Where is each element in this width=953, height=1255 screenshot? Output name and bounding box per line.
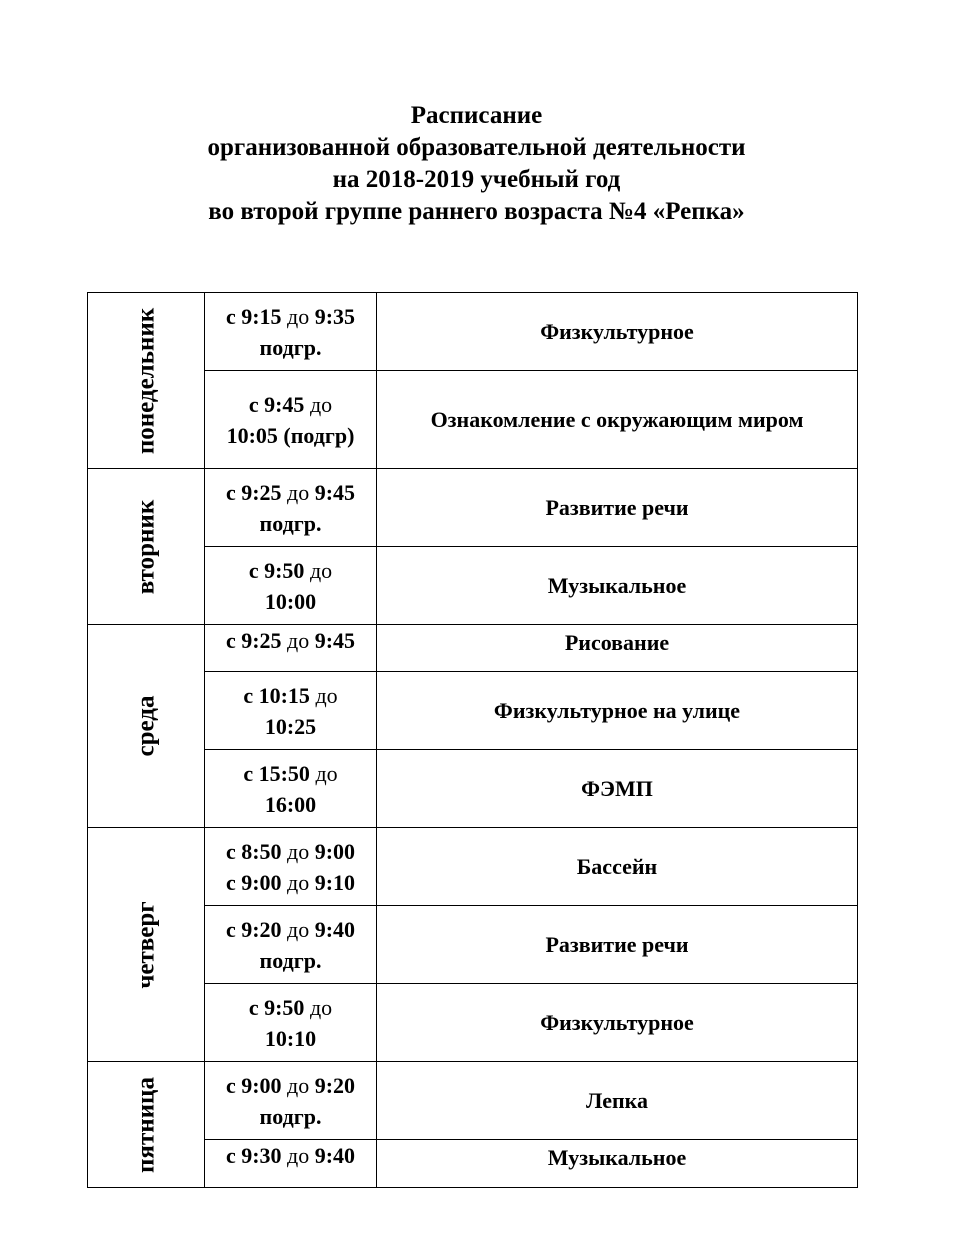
day-label-thursday: четверг — [132, 900, 160, 989]
time-cell: с 10:15 до 10:25 — [205, 672, 377, 750]
time-cell: с 8:50 до 9:00 с 9:00 до 9:10 — [205, 828, 377, 906]
activity-cell: Физкультурное — [377, 984, 858, 1062]
table-row — [88, 293, 858, 371]
time-cell: с 9:25 до 9:45 подгр. — [205, 469, 377, 547]
day-label-tuesday: вторник — [132, 499, 160, 594]
day-cell-wednesday — [88, 625, 205, 828]
time-cell: с 9:45 до 10:05 (подгр) — [205, 371, 377, 469]
table-row — [88, 1062, 858, 1140]
time-cell: с 9:25 до 9:45 — [205, 625, 377, 672]
activity-cell: Музыкальное — [377, 1140, 858, 1188]
time-cell: с 9:00 до 9:20 подгр. — [205, 1062, 377, 1140]
activity-cell: Музыкальное — [377, 547, 858, 625]
activity-cell: Развитие речи — [377, 906, 858, 984]
title-line-1: Расписание — [410, 102, 543, 129]
time-cell: с 15:50 до 16:00 — [205, 750, 377, 828]
activity-cell: Физкультурное — [377, 293, 858, 371]
activity-cell: ФЭМП — [377, 750, 858, 828]
title-line-3: на 2018-2019 учебный год — [332, 166, 621, 193]
day-label-friday: пятница — [132, 1076, 160, 1173]
activity-cell: Ознакомление с окружающим миром — [377, 371, 858, 469]
table-row — [88, 625, 858, 672]
activity-cell: Бассейн — [377, 828, 858, 906]
day-label-monday: понедельник — [132, 307, 160, 454]
day-cell-friday — [88, 1062, 205, 1188]
activity-cell: Физкультурное на улице — [377, 672, 858, 750]
time-cell: с 9:50 до 10:10 — [205, 984, 377, 1062]
day-cell-tuesday — [88, 469, 205, 625]
table-row — [88, 469, 858, 547]
activity-cell: Развитие речи — [377, 469, 858, 547]
day-cell-thursday — [88, 828, 205, 1062]
time-cell: с 9:20 до 9:40 подгр. — [205, 906, 377, 984]
time-cell: с 9:50 до 10:00 — [205, 547, 377, 625]
table-row — [88, 828, 858, 906]
schedule-table — [87, 292, 858, 1188]
time-cell: с 9:15 до 9:35 подгр. — [205, 293, 377, 371]
day-cell-monday — [88, 293, 205, 469]
schedule-title — [0, 100, 953, 228]
title-line-2: организованной образовательной деятельности — [207, 134, 746, 161]
activity-cell: Лепка — [377, 1062, 858, 1140]
day-label-wednesday: среда — [132, 695, 160, 757]
activity-cell: Рисование — [377, 625, 858, 672]
time-cell: с 9:30 до 9:40 — [205, 1140, 377, 1188]
title-line-4: во второй группе раннего возраста №4 «Репка» — [208, 198, 745, 225]
